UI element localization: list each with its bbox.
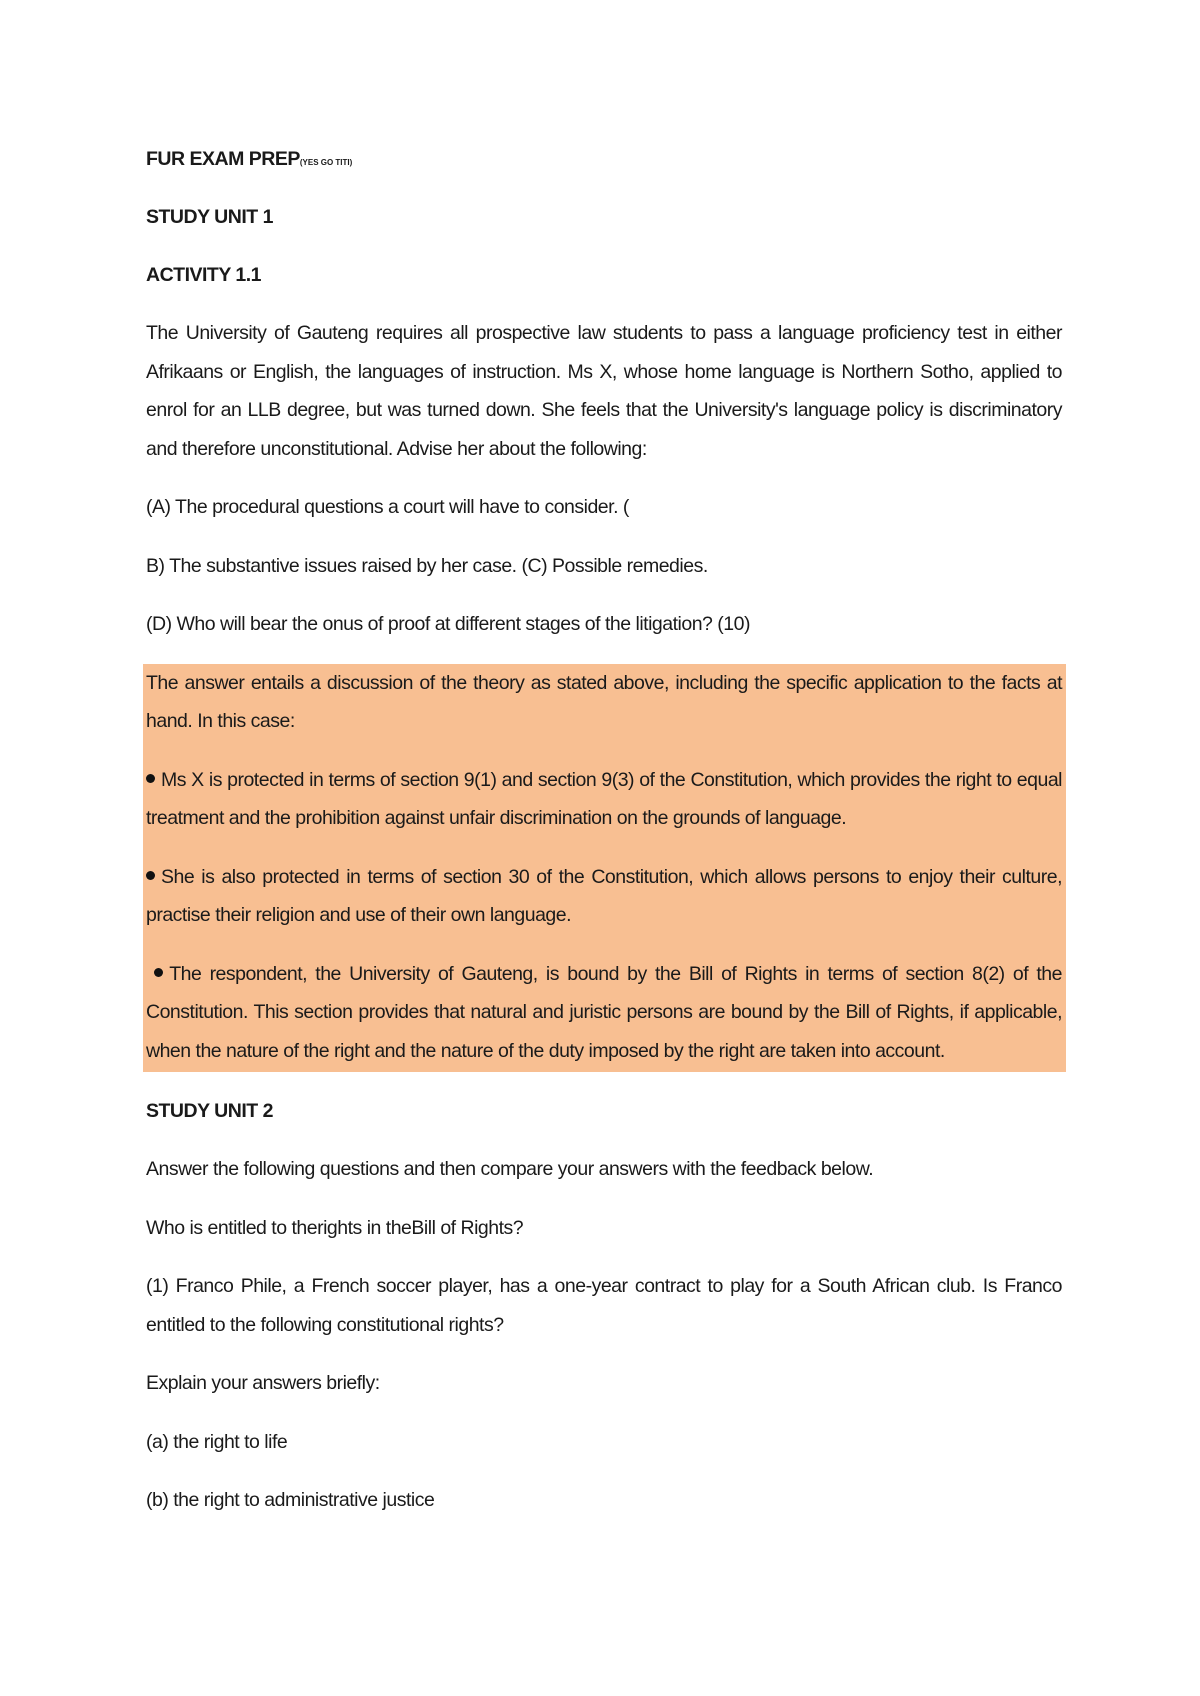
unit2-question-title: Who is entitled to therights in theBill of Rights? (146, 1216, 524, 1239)
answer-intro: The answer entails a discussion of the theory as stated above, including the specific application to the facts at hand. In this case: (146, 671, 1062, 732)
activity-question: The University of Gauteng requires all prospective law students to pass a language proficiency test in either Afrikaans or English, the languages of instruction. Ms X, whose home language is Northern Sotho, applied to enrol for an LLB degree, but was turned down. She feels that the University's language policy is discriminatory and therefore unconstitutional. Advise her about the following: (146, 322, 1062, 460)
title-suffix: (YES GO TITI) (299, 158, 353, 167)
unit2-explain: Explain your answers briefly: (146, 1372, 380, 1394)
document-title: FUR EXAM PREP(YES GO TITI) (146, 148, 353, 170)
document-page (146, 140, 1062, 1520)
question-part-a: (A) The procedural questions a court will have to consider. ( (146, 496, 629, 518)
bullet-icon (146, 871, 155, 880)
answer-bullet-text: The respondent, the University of Gauteng, is bound by the Bill of Rights in terms of section 8(2) of the Constitution. This section provides that natural and juristic persons are bound by the Bill of Rights, if applicable, when the nature of the right and the nature of the duty imposed by the right are taken into account. (146, 962, 1062, 1062)
unit2-item-b: (b) the right to administrative justice (146, 1489, 435, 1511)
answer-bullet-item (146, 858, 1062, 935)
unit2-question-1: (1) Franco Phile, a French soccer player, has a one-year contract to play for a South African club. Is Franco entitled to the following constitutional rights? (146, 1275, 1062, 1336)
answer-highlight-block (143, 664, 1066, 1073)
answer-bullet-item (146, 955, 1062, 1071)
activity-heading: ACTIVITY 1.1 (146, 264, 262, 286)
answer-bullet-text: She is also protected in terms of section 30 of the Constitution, which allows persons to enjoy their culture, practise their religion and use of their own language. (146, 865, 1062, 926)
question-part-b: B) The substantive issues raised by her case. (C) Possible remedies. (146, 554, 708, 577)
unit2-item-a: (a) the right to life (146, 1430, 288, 1453)
bullet-icon (146, 774, 155, 783)
study-unit-1-heading: STUDY UNIT 1 (146, 206, 273, 228)
answer-bullet-item (146, 761, 1062, 838)
question-part-d: (D) Who will bear the onus of proof at different stages of the litigation? (10) (146, 613, 750, 635)
answer-bullet-text: Ms X is protected in terms of section 9(1) and section 9(3) of the Constitution, which provides the right to equal treatment and the prohibition against unfair discrimination on the grounds of language. (146, 768, 1062, 829)
bullet-icon (154, 968, 163, 977)
unit2-intro: Answer the following questions and then compare your answers with the feedback below. (146, 1158, 874, 1180)
study-unit-2-heading: STUDY UNIT 2 (146, 1100, 273, 1122)
